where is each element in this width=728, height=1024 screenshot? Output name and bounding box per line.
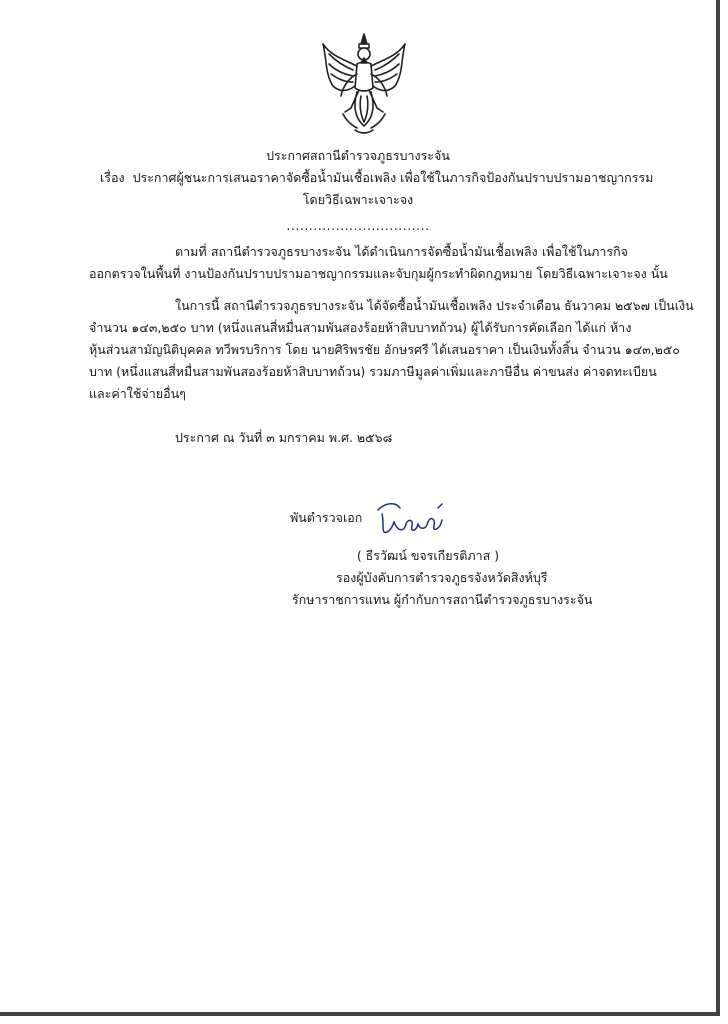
signatory-position: รองผู้บังคับการตำรวจภูธรจังหวัดสิงห์บุรี bbox=[336, 570, 548, 585]
subject-line-2: โดยวิธีเฉพาะเจาะจง bbox=[302, 192, 414, 207]
subject-label: เรื่อง bbox=[100, 170, 125, 185]
agency-title: ประกาศสถานีตำรวจภูธรบางระจัน bbox=[266, 148, 450, 163]
paragraph-2-line-5: และค่าใช้จ่ายอื่นๆ bbox=[89, 386, 186, 401]
paragraph-2-line-4: บาท (หนึ่งแสนสี่หมื่นสามพันสองร้อยห้าสิบบาทถ้วน) รวมภาษีมูลค่าเพิ่มและภาษีอื่น ค่าขนส่ง ค่าจดทะเบียน bbox=[89, 364, 657, 379]
garuda-emblem bbox=[317, 30, 411, 140]
paragraph-2-line-3: หุ้นส่วนสามัญนิติบุคคล ทวีพรบริการ โดย นายศิริพรชัย อักษรศรี ได้เสนอราคา เป็นเงินทั้งสิ้น จำนวน ๑๔๓,๒๕๐ bbox=[89, 342, 680, 357]
paragraph-1-line-1: ตามที่ สถานีตำรวจภูธรบางระจัน ได้ดำเนินการจัดซื้อน้ำมันเชื้อเพลิง เพื่อใช้ในภารกิจ bbox=[175, 244, 628, 259]
subject-line-1 bbox=[100, 168, 653, 188]
signatory-name: ( ธีรวัฒน์ ขจรเกียรติภาส ) bbox=[356, 548, 500, 563]
paragraph-1-line-2: ออกตรวจในพื้นที่ งานป้องกันปราบปรามอาชญากรรมและจับกุมผู้กระทำผิดกฎหมาย โดยวิธีเฉพาะเจาะจง นั้น bbox=[89, 266, 668, 281]
announcement-date: ประกาศ ณ วันที่ ๓ มกราคม พ.ศ. ๒๕๖๘ bbox=[175, 430, 393, 445]
paragraph-2-line-1: ในการนี้ สถานีตำรวจภูธรบางระจัน ได้จัดซื้อน้ำมันเชื้อเพลิง ประจำเดือน ธันวาคม ๒๕๖๗ เป็นเงิน bbox=[175, 298, 694, 313]
handwritten-signature bbox=[372, 498, 448, 538]
signatory-rank: พันตำรวจเอก bbox=[290, 510, 363, 525]
subject-text-1: ประกาศผู้ชนะการเสนอราคาจัดซื้อน้ำมันเชื้อเพลิง เพื่อใช้ในภารกิจป้องกันปราบปรามอาชญากรรม bbox=[132, 170, 654, 185]
separator-dots: ................................ bbox=[286, 218, 430, 233]
paragraph-2-line-2: จำนวน ๑๔๓,๒๕๐ บาท (หนึ่งแสนสี่หมื่นสามพันสองร้อยห้าสิบบาทถ้วน) ผู้ได้รับการคัดเลือก ได้แก่ ห้าง bbox=[89, 320, 632, 335]
signatory-acting: รักษาราชการแทน ผู้กำกับการสถานีตำรวจภูธรบางระจัน bbox=[292, 592, 593, 607]
